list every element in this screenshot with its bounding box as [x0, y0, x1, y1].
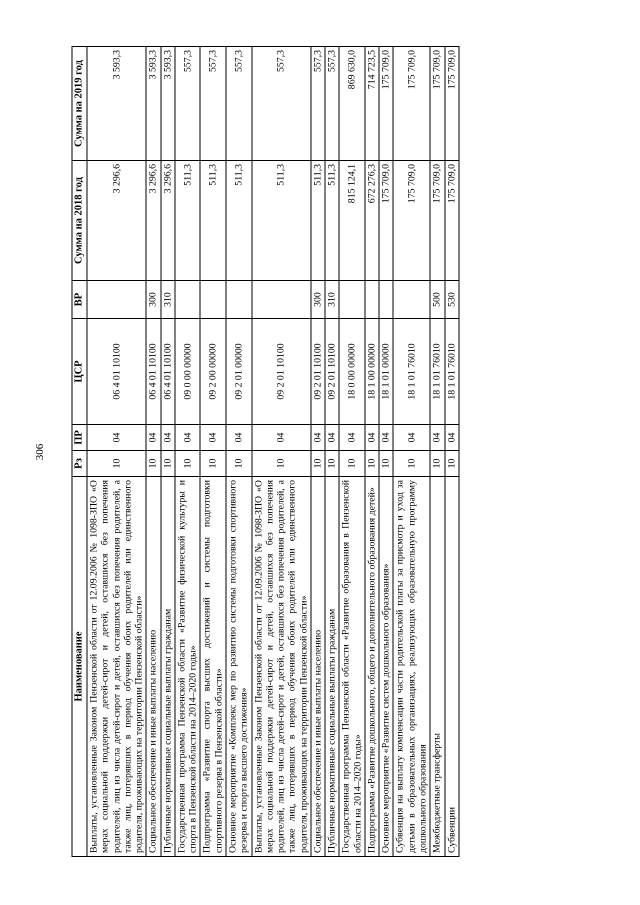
row-sum-2019: 557,3	[252, 47, 311, 161]
row-vr: 310	[325, 281, 339, 319]
row-sum-2019: 557,3	[325, 47, 339, 161]
row-csr: 18 1 01 00000	[379, 319, 393, 425]
row-rz: 10	[445, 451, 459, 477]
row-rz: 10	[87, 451, 146, 477]
header-sum-2019: Сумма на 2019 год	[72, 47, 87, 161]
row-name: Субвенция на выплату компенсации части родительской платы за присмотр и уход за детьми в образовательных организациях, реализующих образовательную программу дошкольного образования	[393, 477, 430, 857]
row-sum-2019: 175 709,0	[379, 47, 393, 161]
table-row	[445, 47, 459, 857]
row-sum-2019: 557,3	[311, 47, 325, 161]
row-pr: 04	[200, 425, 226, 451]
row-rz: 10	[393, 451, 430, 477]
row-name: Межбюджетные трансферты	[430, 477, 444, 857]
row-name: Публичные нормативные социальные выплаты гражданам	[325, 477, 339, 857]
header-csr: ЦСР	[72, 319, 87, 425]
row-sum-2019: 3 593,3	[161, 47, 175, 161]
row-pr: 04	[226, 425, 252, 451]
row-csr: 06 4 01 10100	[146, 319, 160, 425]
row-csr: 06 4 01 10100	[161, 319, 175, 425]
header-vr: ВР	[72, 281, 87, 319]
row-rz: 10	[430, 451, 444, 477]
row-sum-2018: 672 276,3	[365, 161, 379, 281]
row-rz: 10	[379, 451, 393, 477]
row-csr: 06 4 01 10100	[87, 319, 146, 425]
row-vr: 500	[430, 281, 444, 319]
row-pr: 04	[445, 425, 459, 451]
table-row	[325, 47, 339, 857]
row-name: Государственная программа Пензенской области «Развитие физической культуры и спорта в Пензенской области на 2014–2020 годы»	[175, 477, 201, 857]
row-sum-2018: 815 124,1	[339, 161, 365, 281]
row-csr: 09 2 01 00000	[226, 319, 252, 425]
row-sum-2018: 175 709,0	[379, 161, 393, 281]
row-rz: 10	[161, 451, 175, 477]
row-sum-2018: 511,3	[325, 161, 339, 281]
row-pr: 04	[379, 425, 393, 451]
row-sum-2018: 175 709,0	[430, 161, 444, 281]
row-sum-2018: 175 709,0	[445, 161, 459, 281]
page-number: 306	[34, 443, 46, 461]
row-sum-2018: 175 709,0	[393, 161, 430, 281]
row-sum-2019: 175 709,0	[393, 47, 430, 161]
row-vr	[379, 281, 393, 319]
row-sum-2018: 3 296,6	[87, 161, 146, 281]
row-sum-2018: 511,3	[311, 161, 325, 281]
table-row	[393, 47, 430, 857]
row-pr: 04	[430, 425, 444, 451]
row-rz: 10	[339, 451, 365, 477]
row-csr: 09 2 01 10100	[325, 319, 339, 425]
row-name: Государственная программа Пензенской области «Развитие образования в Пензенской области на 2014–2020 годы»	[339, 477, 365, 857]
row-sum-2019: 3 593,3	[87, 47, 146, 161]
row-rz: 10	[146, 451, 160, 477]
header-rz: Рз	[72, 451, 87, 477]
row-pr: 04	[311, 425, 325, 451]
budget-table	[72, 46, 460, 857]
row-sum-2019: 175 709,0	[445, 47, 459, 161]
row-name: Подпрограмма «Развитие спорта высших достижений и системы подготовки спортивного резерва в Пензенской области»	[200, 477, 226, 857]
row-sum-2018: 3 296,6	[146, 161, 160, 281]
row-name: Социальное обеспечение и иные выплаты населению	[311, 477, 325, 857]
row-csr: 18 1 01 76010	[445, 319, 459, 425]
row-csr: 09 2 00 00000	[200, 319, 226, 425]
row-rz: 10	[311, 451, 325, 477]
table-row	[87, 47, 146, 857]
row-name: Субвенции	[445, 477, 459, 857]
row-name: Основное мероприятие «Развитие систем дошкольного образования»	[379, 477, 393, 857]
row-rz: 10	[200, 451, 226, 477]
table-row	[365, 47, 379, 857]
table-row	[430, 47, 444, 857]
row-name: Выплаты, установленные Законом Пензенской области от 12.09.2006 № 1098-ЗПО «О мерах социальной поддержки детей-сирот и детей, оставшихся без попечения родителей, лиц из числа детей-сирот и детей, оставшихся без попечения родителей, а также лиц, потерявших в период обучения обоих родителей или единственного родителя, проживающих на территории Пензенской области»	[252, 477, 311, 857]
row-vr	[175, 281, 201, 319]
row-csr: 18 1 01 76010	[393, 319, 430, 425]
row-pr: 04	[339, 425, 365, 451]
row-vr	[365, 281, 379, 319]
row-rz: 10	[325, 451, 339, 477]
row-name: Публичные нормативные социальные выплаты гражданам	[161, 477, 175, 857]
row-csr: 09 0 00 00000	[175, 319, 201, 425]
row-vr	[393, 281, 430, 319]
row-pr: 04	[325, 425, 339, 451]
row-vr: 310	[161, 281, 175, 319]
row-pr: 04	[87, 425, 146, 451]
row-rz: 10	[226, 451, 252, 477]
row-sum-2019: 3 593,3	[146, 47, 160, 161]
row-pr: 04	[175, 425, 201, 451]
row-vr	[87, 281, 146, 319]
header-pr: ПР	[72, 425, 87, 451]
row-csr: 18 0 00 00000	[339, 319, 365, 425]
row-sum-2018: 511,3	[252, 161, 311, 281]
row-vr: 530	[445, 281, 459, 319]
table-row	[311, 47, 325, 857]
row-sum-2019: 557,3	[226, 47, 252, 161]
row-sum-2019: 714 723,5	[365, 47, 379, 161]
row-name: Подпрограмма «Развитие дошкольного, общего и дополнительного образования детей»	[365, 477, 379, 857]
row-vr: 300	[311, 281, 325, 319]
row-csr: 18 1 00 00000	[365, 319, 379, 425]
table-row	[339, 47, 365, 857]
row-pr: 04	[365, 425, 379, 451]
row-sum-2019: 557,3	[200, 47, 226, 161]
row-sum-2019: 869 630,0	[339, 47, 365, 161]
header-name: Наименование	[72, 477, 87, 857]
row-name: Основное мероприятие «Комплекс мер по развитию системы подготовки спортивного резерва и спорта высшего достижения»	[226, 477, 252, 857]
rotated-table-wrapper	[72, 47, 569, 857]
row-pr: 04	[146, 425, 160, 451]
table-row	[161, 47, 175, 857]
row-csr: 09 2 01 10100	[252, 319, 311, 425]
row-sum-2018: 511,3	[200, 161, 226, 281]
row-pr: 04	[252, 425, 311, 451]
row-rz: 10	[175, 451, 201, 477]
table-row	[146, 47, 160, 857]
row-vr	[339, 281, 365, 319]
table-row	[379, 47, 393, 857]
row-vr	[252, 281, 311, 319]
table-row	[252, 47, 311, 857]
table-row	[200, 47, 226, 857]
row-rz: 10	[365, 451, 379, 477]
row-vr	[226, 281, 252, 319]
table-row	[226, 47, 252, 857]
row-vr: 300	[146, 281, 160, 319]
row-sum-2019: 175 709,0	[430, 47, 444, 161]
row-sum-2018: 3 296,6	[161, 161, 175, 281]
row-pr: 04	[161, 425, 175, 451]
header-sum-2018: Сумма на 2018 год	[72, 161, 87, 281]
row-csr: 18 1 01 76010	[430, 319, 444, 425]
row-sum-2019: 557,3	[175, 47, 201, 161]
row-name: Выплаты, установленные Законом Пензенской области от 12.09.2006 № 1098-ЗПО «О мерах социальной поддержки детей-сирот и детей, оставшихся без попечения родителей, лиц из числа детей-сирот и детей, оставшихся без попечения родителей, а также лиц, потерявших в период обучения обоих родителей или единственного родителя, проживающих на территории Пензенской области»	[87, 477, 146, 857]
table-row	[175, 47, 201, 857]
row-csr: 09 2 01 10100	[311, 319, 325, 425]
row-pr: 04	[393, 425, 430, 451]
row-sum-2018: 511,3	[175, 161, 201, 281]
row-name: Социальное обеспечение и иные выплаты населению	[146, 477, 160, 857]
table-header-row	[72, 47, 87, 857]
row-rz: 10	[252, 451, 311, 477]
row-vr	[200, 281, 226, 319]
row-sum-2018: 511,3	[226, 161, 252, 281]
